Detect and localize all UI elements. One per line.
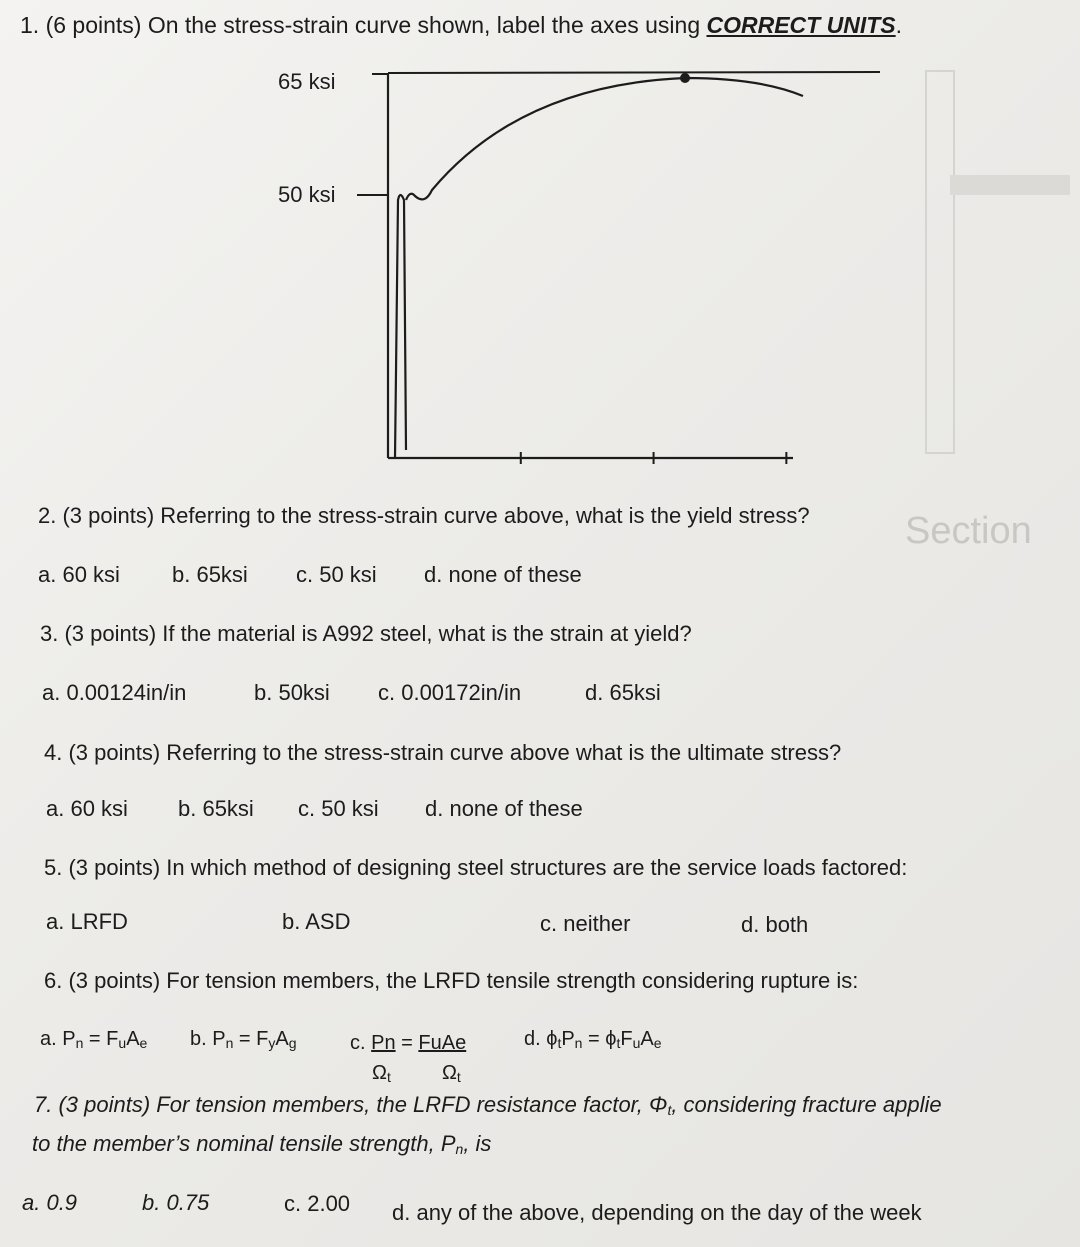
- q6-b-mid: = F: [233, 1028, 269, 1050]
- q4-option-a[interactable]: a. 60 ksi: [46, 796, 128, 821]
- q7-line1-b: , considering fracture applie: [671, 1092, 942, 1117]
- q6-a-sub-3: e: [139, 1035, 148, 1051]
- q6-c-num-1: Pn: [371, 1032, 396, 1054]
- q4-option-b[interactable]: b. 65ksi: [178, 796, 254, 821]
- q6-a-sub-2: u: [118, 1035, 127, 1051]
- q6-b-tail: A: [275, 1028, 289, 1050]
- q6-d-p: P: [561, 1028, 575, 1050]
- q6-c-den-2: Ω: [441, 1062, 457, 1084]
- q3-option-a[interactable]: a. 0.00124in/in: [42, 680, 187, 705]
- question-2: 2. (3 points) Referring to the stress-strain curve above, what is the yield stress?: [38, 503, 810, 528]
- q5-option-a[interactable]: a. LRFD: [46, 909, 128, 934]
- bleed-through-text: Section: [905, 510, 1032, 552]
- q7-line2-b: , is: [463, 1131, 492, 1156]
- q6-c-den-1-sub: t: [386, 1069, 391, 1085]
- q6-a-mid: = F: [83, 1028, 119, 1050]
- q7-option-a[interactable]: a. 0.9: [22, 1190, 78, 1215]
- question-4: 4. (3 points) Referring to the stress-strain curve above what is the ultimate stress?: [44, 740, 842, 765]
- q7-line1-sub: t: [667, 1102, 672, 1118]
- q5-option-b[interactable]: b. ASD: [282, 909, 351, 934]
- q7-option-d[interactable]: d. any of the above, depending on the day of the week: [392, 1200, 922, 1225]
- q6-option-d[interactable]: [524, 1028, 662, 1051]
- stress-strain-curve: [395, 78, 803, 458]
- question-1-end: .: [895, 12, 903, 38]
- q7-line2-a: to the member’s nominal tensile strength, P: [32, 1131, 456, 1156]
- q6-d-mid: = ϕ: [582, 1028, 617, 1050]
- y-tick-label-65: 65 ksi: [278, 69, 336, 94]
- q6-a-sub-1: n: [75, 1035, 84, 1051]
- q7-line1-a: 7. (3 points) For tension members, the LRFD resistance factor, Φ: [34, 1092, 668, 1117]
- q6-a-prefix: a. P: [40, 1028, 76, 1050]
- q6-a-tail: A: [126, 1028, 140, 1050]
- ultimate-reference-line: [388, 72, 880, 73]
- q2-option-d[interactable]: d. none of these: [424, 562, 582, 587]
- q7-option-c[interactable]: c. 2.00: [284, 1191, 351, 1216]
- q2-option-b[interactable]: b. 65ksi: [172, 562, 248, 587]
- q3-option-d[interactable]: d. 65ksi: [585, 680, 661, 705]
- q2-option-c[interactable]: c. 50 ksi: [296, 562, 377, 587]
- y-tick-label-50: 50 ksi: [278, 182, 336, 207]
- q3-option-b[interactable]: b. 50ksi: [254, 680, 330, 705]
- q6-option-b[interactable]: [190, 1028, 297, 1051]
- q6-option-c[interactable]: [350, 1028, 466, 1092]
- q6-d-sub-2: n: [574, 1035, 583, 1051]
- stress-strain-chart: [0, 0, 1080, 480]
- q4-option-d[interactable]: d. none of these: [425, 796, 583, 821]
- q6-c-eq: =: [395, 1032, 419, 1054]
- q6-b-sub-3: g: [288, 1035, 297, 1051]
- q6-b-sub-2: y: [268, 1035, 276, 1051]
- q6-c-label: c.: [350, 1032, 366, 1054]
- q5-option-d[interactable]: d. both: [741, 912, 809, 937]
- q6-c-den-2-sub: t: [456, 1069, 461, 1085]
- q6-d-sub-3: t: [616, 1035, 621, 1051]
- q6-d-sub-4: u: [632, 1035, 641, 1051]
- question-7-line-2: [32, 1131, 491, 1157]
- q6-c-den-1: Ω: [372, 1062, 387, 1084]
- q6-b-sub-1: n: [225, 1035, 234, 1051]
- question-5: 5. (3 points) In which method of designing steel structures are the service loads factored:: [44, 855, 908, 880]
- q2-option-a[interactable]: a. 60 ksi: [38, 562, 120, 587]
- question-7-line-1: [34, 1092, 942, 1118]
- q6-d-sub-5: e: [653, 1035, 662, 1051]
- q3-option-c[interactable]: c. 0.00172in/in: [378, 680, 522, 705]
- q7-option-b[interactable]: b. 0.75: [142, 1190, 210, 1215]
- q7-line2-sub: n: [455, 1141, 464, 1157]
- question-3: 3. (3 points) If the material is A992 steel, what is the strain at yield?: [40, 621, 692, 646]
- question-1-emphasis: CORRECT UNITS: [706, 12, 896, 38]
- q6-c-denominator-row: [350, 1058, 466, 1092]
- question-1-text: 1. (6 points) On the stress-strain curve shown, label the axes using: [20, 12, 707, 38]
- q6-b-prefix: b. P: [190, 1028, 226, 1050]
- ultimate-point-marker: [680, 73, 690, 83]
- q6-d-f: F: [620, 1028, 633, 1050]
- q6-c-num-2: FuAe: [418, 1032, 467, 1054]
- q5-option-c[interactable]: c. neither: [540, 911, 631, 936]
- q6-d-prefix: d. ϕ: [524, 1028, 558, 1050]
- q6-d-a: A: [640, 1028, 654, 1050]
- q6-d-sub-1: t: [557, 1035, 562, 1051]
- question-6: 6. (3 points) For tension members, the LRFD tensile strength considering rupture is:: [44, 968, 859, 993]
- q6-c-numerator-row: [350, 1028, 466, 1058]
- q6-option-a[interactable]: [40, 1028, 147, 1051]
- q4-option-c[interactable]: c. 50 ksi: [298, 796, 379, 821]
